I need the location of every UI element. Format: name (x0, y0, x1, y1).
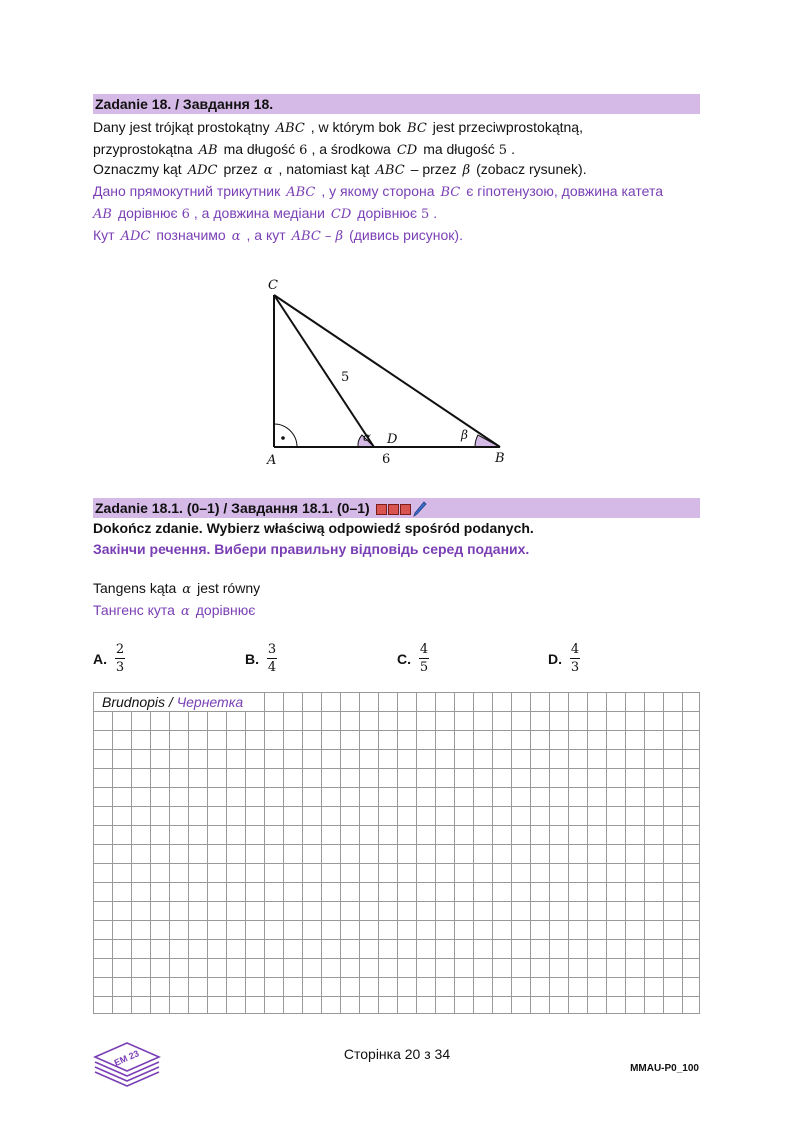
exam-code: MMAU-P0_100 (630, 1063, 699, 1074)
side-CB (274, 295, 500, 447)
label-length-CD: 5 (341, 370, 350, 385)
pen-icon (413, 501, 427, 517)
logo-text: EM 23 (112, 1048, 141, 1068)
task-18-1-stem-ua: Тангенс кута α дорівнює (93, 602, 256, 619)
task-18-text-ua-1: Дано прямокутний трикутник ABC , у якому сторона BC є гіпотенузою, довжина катета (93, 183, 664, 200)
task-18-text-pl-3: Oznaczmy kąt ADC przez α , natomiast kąt ABC – przez β (zobacz rysunek). (93, 161, 587, 178)
label-length-AB: 6 (382, 452, 391, 467)
task-18-header: Zadanie 18. / Завдання 18. (93, 94, 700, 114)
label-D: D (387, 432, 398, 447)
task-18-1-header: Zadanie 18.1. (0–1) / Завдання 18.1. (0–1) (93, 498, 700, 518)
draft-grid[interactable] (93, 692, 700, 1014)
task-18-text-pl-1: Dany jest trójkąt prostokątny ABC , w którym bok BC jest przeciwprostokątną, (93, 119, 583, 136)
option-c[interactable]: C. $\frac{4}{5}$ (397, 642, 429, 675)
response-format-icon (376, 501, 427, 517)
draft-label: Brudnopis / Чернетка (94, 693, 246, 711)
triangle-figure (255, 270, 520, 470)
option-b[interactable]: B. $\frac{3}{4}$ (245, 642, 277, 675)
label-C: C (268, 278, 278, 293)
task-18-text-ua-2: AB дорівнює 6 , а довжина медіани CD дорівнює 5 . (93, 205, 438, 222)
label-A: A (267, 453, 277, 468)
label-B: B (495, 451, 505, 466)
task-18-1-stem-pl: Tangens kąta α jest równy (93, 580, 261, 597)
option-d[interactable]: D. $\frac{4}{3}$ (548, 642, 580, 675)
exam-logo (92, 1035, 162, 1090)
task-18-text-ua-3: Кут ADC позначимо α , а кут ABC – β (дивись рисунок). (93, 227, 463, 244)
label-alpha: α (363, 430, 372, 444)
page-number: Сторінка 20 з 34 (343, 1046, 451, 1062)
task-18-1-instruction-ua: Закінчи речення. Вибери правильну відповідь серед поданих. (93, 541, 530, 557)
option-a[interactable]: A. $\frac{2}{3}$ (93, 642, 125, 675)
label-beta: β (461, 428, 468, 442)
median-CD (274, 295, 374, 447)
task-18-text-pl-2: przyprostokątna AB ma długość 6 , a środkowa CD ma długość 5 . (93, 141, 515, 158)
task-18-1-instruction-pl: Dokończ zdanie. Wybierz właściwą odpowiedź spośród podanych. (93, 520, 534, 536)
right-angle-marker (274, 424, 297, 447)
